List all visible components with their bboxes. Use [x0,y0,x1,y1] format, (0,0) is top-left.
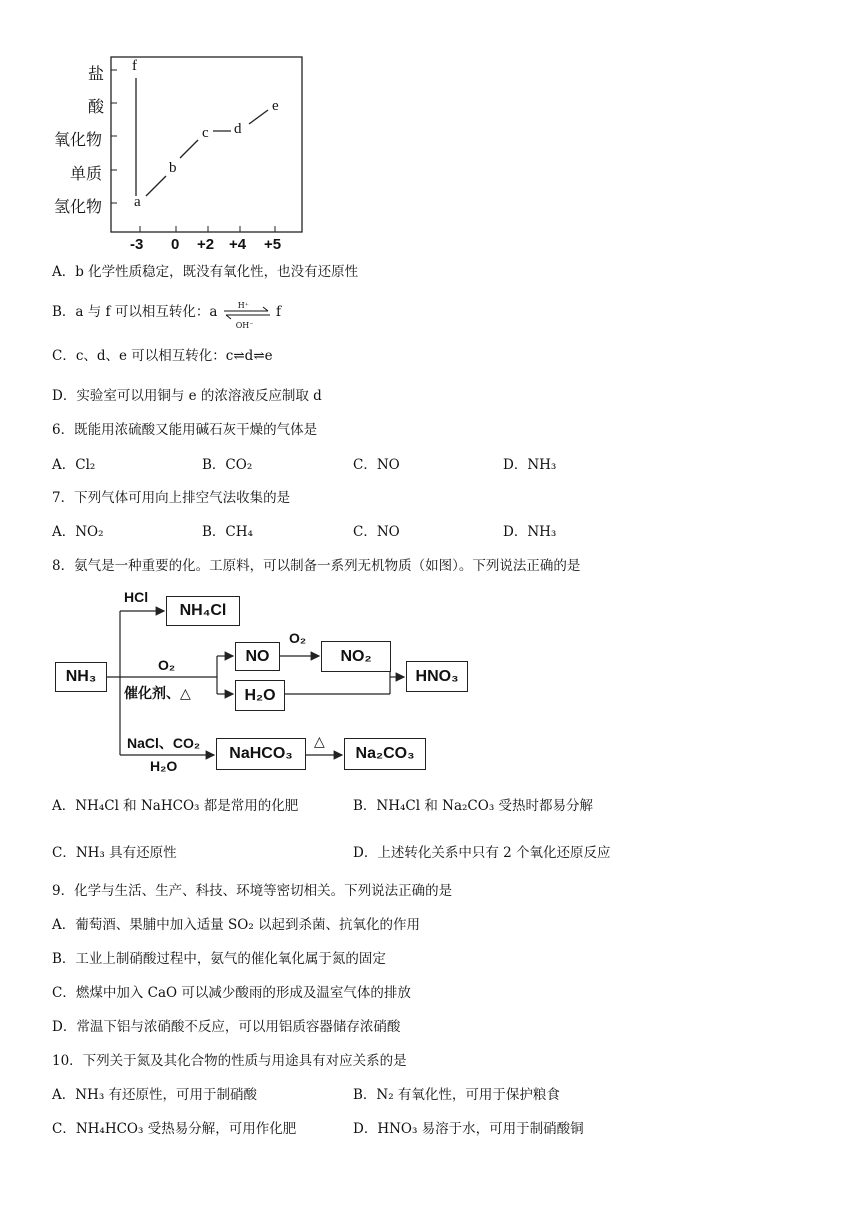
q8-option-c: C．NH₃ 具有还原性 [52,845,177,861]
x-tick-label: 0 [171,236,180,253]
x-tick-label: +4 [229,236,247,253]
arrow-bottom-label: OH⁻ [235,320,254,330]
heat-label: △ [314,733,325,749]
y-tick-label: 氧化物 [54,130,103,149]
q7-option-b: B．CH₄ [202,524,253,540]
q5-option-c: C．c、d、e 可以相互转化：c⇌d⇌e [52,348,273,364]
nh4cl-box [166,596,240,626]
q9-option-d: D．常温下铝与浓硝酸不反应，可以用铝质容器储存浓硝酸 [52,1019,401,1035]
q6-option-a: A．Cl₂ [52,457,96,473]
no2-label: NO₂ [340,647,372,665]
nahco3-box [216,738,306,770]
point-d-label: d [234,121,242,137]
no-box [235,642,280,671]
h2o-label: H₂O [244,686,276,704]
point-c-label: c [202,125,209,141]
q5-option-a: A．b 化学性质稳定，既没有氧化性，也没有还原性 [52,264,359,280]
h2o-box [235,680,285,711]
q6-option-c: C．NO [353,457,400,473]
q5-option-b-text: B．a 与 f 可以相互转化：a [52,304,218,320]
y-tick-label: 氢化物 [54,197,103,216]
hcl-label: HCl [124,589,149,605]
q10-option-c: C．NH₄HCO₃ 受热易分解，可用作化肥 [52,1121,297,1137]
nh4cl-label: NH₄Cl [179,602,227,619]
x-tick-label: -3 [130,236,144,253]
o2-label: O₂ [158,657,176,673]
q8-stem: 8．氨气是一种重要的化。工原料，可以制备一系列无机物质（如图）。下列说法正确的是 [52,558,581,574]
na2co3-box [344,738,426,770]
nahco3-label: NaHCO₃ [229,745,293,762]
no-label: NO [245,647,270,665]
q5-option-d: D．实验室可以用铜与 e 的浓溶液反应制取 d [52,388,322,404]
catalyst-label: 催化剂、△ [124,685,191,701]
q6-option-b: B．CO₂ [202,457,253,473]
nh3-label: NH₃ [65,668,97,685]
q8-option-b: B．NH₄Cl 和 Na₂CO₃ 受热时都易分解 [353,798,594,814]
q9-option-b: B．工业上制硝酸过程中，氨气的催化氧化属于氮的固定 [52,951,386,967]
q6-stem: 6．既能用浓硫酸又能用碱石灰干燥的气体是 [52,422,318,438]
q8-option-d: D．上述转化关系中只有 2 个氧化还原反应 [353,845,611,861]
no2-box [321,641,391,672]
point-b-label: b [169,160,177,176]
chart-frame [0,0,860,260]
q6-option-d: D．NH₃ [503,457,557,473]
q7-stem: 7．下列气体可用向上排空气法收集的是 [52,490,291,506]
q9-option-c: C．燃煤中加入 CaO 可以减少酸雨的形成及温室气体的排放 [52,985,411,1001]
point-a-label: a [134,194,141,210]
nh3-box [55,662,107,692]
q10-option-a: A．NH₃ 有还原性，可用于制硝酸 [52,1087,258,1103]
q7-option-a: A．NO₂ [52,524,104,540]
nacl-co2-label: NaCl、CO₂ [127,735,201,751]
reversible-arrow-icon [222,300,272,330]
na2co3-label: Na₂CO₃ [355,745,415,762]
q10-option-b: B．N₂ 有氧化性，可用于保护粮食 [353,1087,560,1103]
arrow-top-label: H⁺ [237,300,249,310]
q10-option-d: D．HNO₃ 易溶于水，可用于制硝酸铜 [353,1121,584,1137]
hno3-box [406,661,468,692]
q8-option-a: A．NH₄Cl 和 NaHCO₃ 都是常用的化肥 [52,798,299,814]
hno3-label: HNO₃ [415,667,459,685]
q7-option-c: C．NO [353,524,400,540]
q5-option-b [52,300,281,330]
x-tick-label: +2 [197,236,215,253]
q9-option-a: A．葡萄酒、果脯中加入适量 SO₂ 以起到杀菌、抗氧化的作用 [52,917,421,933]
q5-option-b-target: f [275,304,281,320]
point-f-label: f [132,58,137,74]
y-tick-label: 酸 [88,97,105,116]
y-tick-label: 单质 [70,164,103,183]
x-tick-label: +5 [264,236,282,253]
q9-stem: 9．化学与生活、生产、科技、环境等密切相关。下列说法正确的是 [52,883,453,899]
o2-label-2: O₂ [289,630,307,646]
point-e-label: e [272,98,279,114]
h2o-label-2: H₂O [150,758,178,774]
y-tick-label: 盐 [88,64,105,83]
q7-option-d: D．NH₃ [503,524,557,540]
q10-stem: 10．下列关于氮及其化合物的性质与用途具有对应关系的是 [52,1053,407,1069]
